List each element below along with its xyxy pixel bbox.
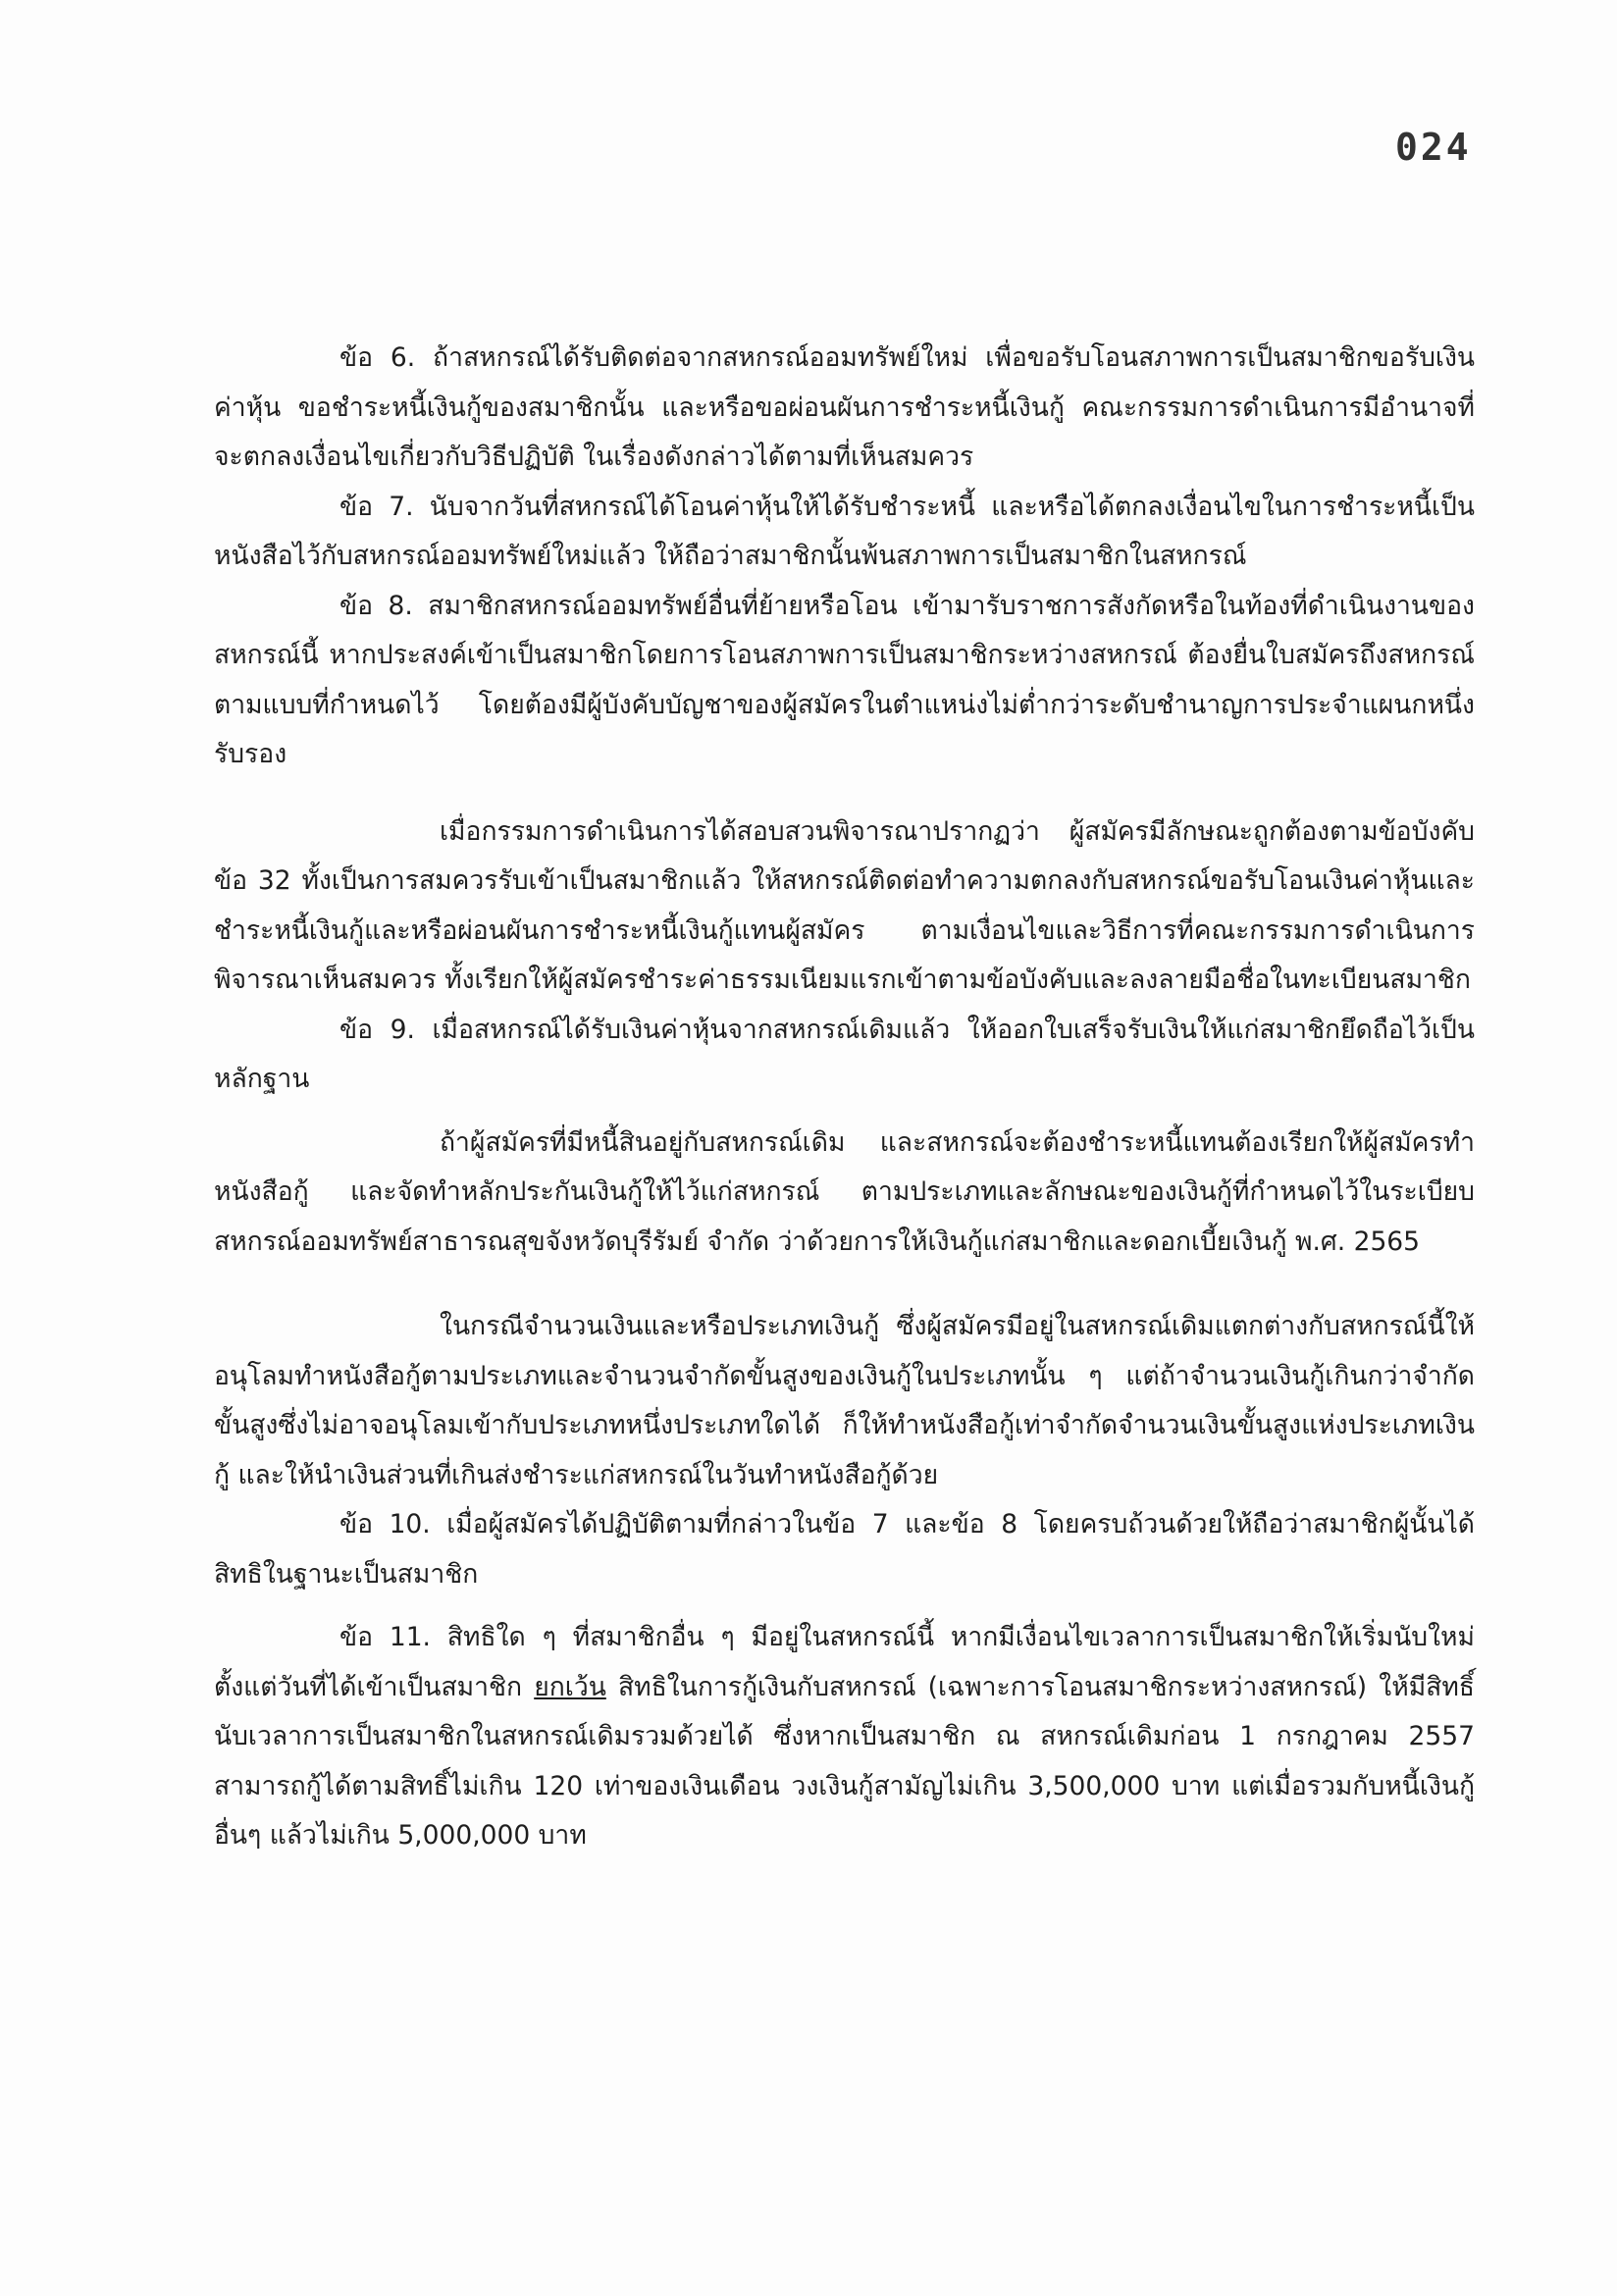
clause-7: ข้อ 7. นับจากวันที่สหกรณ์ได้โอนค่าหุ้นให้ได้รับชำระหนี้ และหรือได้ตกลงเงื่อนไขในการชำระหนี้เป็นหนังสือไว้กับสหกรณ์ออมทรัพย์ใหม่แล้ว ให้ถือว่าสมาชิกนั้นพ้นสภาพการเป็นสมาชิกในสหกรณ์	[214, 491, 1475, 571]
clause-11-text-b: สิทธิในการกู้เงินกับสหกรณ์ (เฉพาะการโอนสมาชิกระหว่างสหกรณ์) ให้มีสิทธิ์นับเวลาการเป็นสมาชิกในสหกรณ์เดิมรวมด้วยได้ ซึ่งหากเป็นสมาชิก ณ สหกรณ์เดิมก่อน 1 กรกฎาคม 2557 สามารถกู้ได้ตามสิทธิ์ไม่เกิน 120 เท่าของเงินเดือน วงเงินกู้สามัญไม่เกิน 3,500,000 บาท แต่เมื่อรวมกับหนี้เงินกู้อื่นๆ แล้วไม่เกิน 5,000,000 บาท	[214, 1671, 1475, 1851]
page-number: 024	[1395, 126, 1472, 169]
clause-9-paragraph-3: ในกรณีจำนวนเงินและหรือประเภทเงินกู้ ซึ่งผู้สมัครมีอยู่ในสหกรณ์เดิมแตกต่างกับสหกรณ์นี้ให้อนุโลมทำหนังสือกู้ตามประเภทและจำนวนจำกัดขั้นสูงของเงินกู้ในประเภทนั้น ๆ แต่ถ้าจำนวนเงินกู้เกินกว่าจำกัดขั้นสูงซึ่งไม่อาจอนุโลมเข้ากับประเภทหนึ่งประเภทใดได้ ก็ให้ทำหนังสือกู้เท่าจำกัดจำนวนเงินขั้นสูงแห่งประเภทเงินกู้ และให้นำเงินส่วนที่เกินส่งชำระแก่สหกรณ์ในวันทำหนังสือกู้ด้วย	[214, 1311, 1475, 1490]
clause-8: ข้อ 8. สมาชิกสหกรณ์ออมทรัพย์อื่นที่ย้ายหรือโอน เข้ามารับราชการสังกัดหรือในท้องที่ดำเนินงานของสหกรณ์นี้ หากประสงค์เข้าเป็นสมาชิกโดยการโอนสภาพการเป็นสมาชิกระหว่างสหกรณ์ ต้องยื่นใบสมัครถึงสหกรณ์ตามแบบที่กำหนดไว้ โดยต้องมีผู้บังคับบัญชาของผู้สมัครในตำแหน่งไม่ต่ำกว่าระดับชำนาญการประจำแผนกหนึ่งรับรอง	[214, 590, 1475, 769]
clause-11-text-a: ข้อ 11. สิทธิใด ๆ ที่สมาชิกอื่น ๆ มีอยู่ในสหกรณ์นี้ หากมีเงื่อนไขเวลาการเป็นสมาชิกให้เริ่มนับใหม่ตั้งแต่วันที่ได้เข้าเป็นสมาชิก	[214, 1622, 1475, 1702]
clause-6: ข้อ 6. ถ้าสหกรณ์ได้รับติดต่อจากสหกรณ์ออมทรัพย์ใหม่ เพื่อขอรับโอนสภาพการเป็นสมาชิกขอรับเงินค่าหุ้น ขอชำระหนี้เงินกู้ของสมาชิกนั้น และหรือขอผ่อนผันการชำระหนี้เงินกู้ คณะกรรมการดำเนินการมีอำนาจที่จะตกลงเงื่อนไขเกี่ยวกับวิธีปฏิบัติ ในเรื่องดังกล่าวได้ตามที่เห็นสมควร	[214, 342, 1475, 472]
clause-11-exception: ยกเว้น	[534, 1671, 606, 1702]
clause-9: ข้อ 9. เมื่อสหกรณ์ได้รับเงินค่าหุ้นจากสหกรณ์เดิมแล้ว ให้ออกใบเสร็จรับเงินให้แก่สมาชิกยึดถือไว้เป็นหลักฐาน	[214, 1014, 1475, 1094]
clause-9-paragraph-2: ถ้าผู้สมัครที่มีหนี้สินอยู่กับสหกรณ์เดิม และสหกรณ์จะต้องชำระหนี้แทนต้องเรียกให้ผู้สมัครทำหนังสือกู้ และจัดทำหลักประกันเงินกู้ให้ไว้แก่สหกรณ์ ตามประเภทและลักษณะของเงินกู้ที่กำหนดไว้ในระเบียบสหกรณ์ออมทรัพย์สาธารณสุขจังหวัดบุรีรัมย์ จำกัด ว่าด้วยการให้เงินกู้แก่สมาชิกและดอกเบี้ยเงินกู้ พ.ศ. 2565	[214, 1126, 1475, 1257]
document-body	[214, 334, 1475, 1861]
clause-11	[214, 1613, 1475, 1861]
clause-10: ข้อ 10. เมื่อผู้สมัครได้ปฏิบัติตามที่กล่าวในข้อ 7 และข้อ 8 โดยครบถ้วนด้วยให้ถือว่าสมาชิกผู้นั้นได้สิทธิในฐานะเป็นสมาชิก	[214, 1509, 1475, 1590]
clause-8-paragraph-2: เมื่อกรรมการดำเนินการได้สอบสวนพิจารณาปรากฏว่า ผู้สมัครมีลักษณะถูกต้องตามข้อบังคับข้อ 32 ทั้งเป็นการสมควรรับเข้าเป็นสมาชิกแล้ว ให้สหกรณ์ติดต่อทำความตกลงกับสหกรณ์ขอรับโอนเงินค่าหุ้นและชำระหนี้เงินกู้และหรือผ่อนผันการชำระหนี้เงินกู้แทนผู้สมัคร ตามเงื่อนไขและวิธีการที่คณะกรรมการดำเนินการพิจารณาเห็นสมควร ทั้งเรียกให้ผู้สมัครชำระค่าธรรมเนียมแรกเข้าตามข้อบังคับและลงลายมือชื่อในทะเบียนสมาชิก	[214, 815, 1475, 995]
